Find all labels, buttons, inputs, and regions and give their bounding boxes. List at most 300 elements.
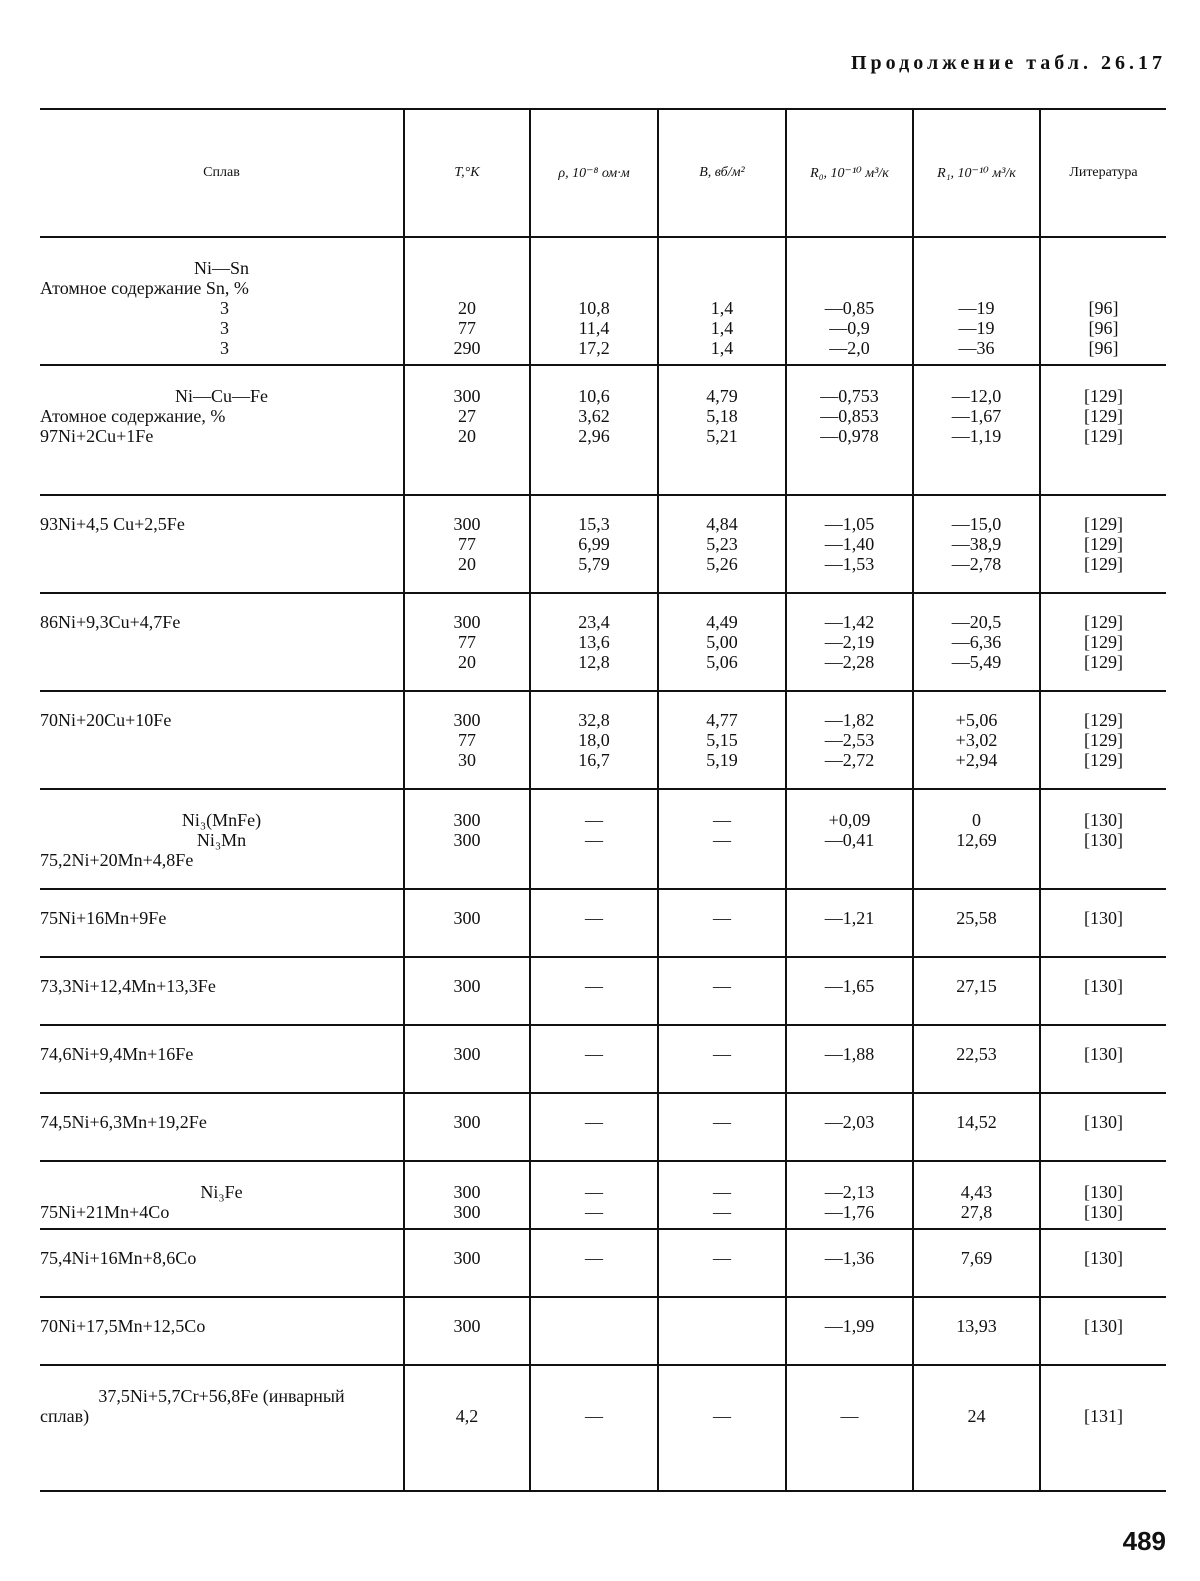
temperature-cell — [405, 366, 531, 494]
r0-cell — [787, 1366, 914, 1490]
header-temperature: T,°K — [405, 110, 531, 236]
r0-cell — [787, 238, 914, 364]
temperature-value: 77 — [458, 318, 476, 338]
alloy-cell — [40, 1026, 405, 1092]
r0-cell — [787, 594, 914, 690]
literature-cell — [1041, 1298, 1166, 1364]
resistivity-value: 10,8 — [578, 298, 610, 318]
alloy-line: Атомное содержание Sn, % — [40, 278, 249, 298]
resistivity-value: — — [585, 830, 603, 850]
temperature-value: 290 — [453, 338, 481, 358]
data-table — [40, 108, 1166, 1492]
r1-value: —5,49 — [951, 652, 1002, 672]
induction-value: — — [713, 1112, 731, 1132]
continuation-label: Продолжение табл. 26.17 — [850, 52, 1166, 74]
alloy-cell — [40, 1298, 405, 1364]
temperature-cell — [405, 1298, 531, 1364]
resistivity-value: — — [585, 810, 603, 830]
literature-value: [130] — [1084, 976, 1123, 996]
alloy-cell — [40, 1230, 405, 1296]
induction-cell — [659, 238, 787, 364]
r0-value: —0,9 — [829, 318, 870, 338]
r1-cell — [914, 1298, 1041, 1364]
literature-value: [130] — [1084, 830, 1123, 850]
r1-cell — [914, 692, 1041, 788]
r0-value: +0,09 — [828, 810, 871, 830]
table-row — [40, 1026, 1166, 1094]
r1-cell — [914, 366, 1041, 494]
induction-value: — — [713, 1044, 731, 1064]
resistivity-value: 13,6 — [578, 632, 610, 652]
resistivity-value: — — [585, 1112, 603, 1132]
r0-value: —2,03 — [824, 1112, 875, 1132]
temperature-value: 300 — [453, 514, 481, 534]
table-row — [40, 496, 1166, 594]
alloy-cell — [40, 1094, 405, 1160]
resistivity-value: 2,96 — [578, 426, 610, 446]
r1-value: 13,93 — [956, 1316, 997, 1336]
alloy-line: 3 — [220, 318, 229, 338]
table-row — [40, 958, 1166, 1026]
alloy-cell — [40, 890, 405, 956]
temperature-value: 20 — [458, 652, 476, 672]
literature-cell — [1041, 790, 1166, 888]
table-row — [40, 692, 1166, 790]
temperature-value: 300 — [453, 1044, 481, 1064]
resistivity-cell — [531, 1026, 659, 1092]
induction-value: 4,79 — [706, 386, 738, 406]
r0-value: —2,0 — [829, 338, 870, 358]
r0-value: —1,21 — [824, 908, 875, 928]
temperature-value: 300 — [453, 1248, 481, 1268]
table-row — [40, 790, 1166, 890]
induction-value: 5,06 — [706, 652, 738, 672]
resistivity-value: — — [585, 1044, 603, 1064]
temperature-value: 300 — [453, 1202, 481, 1222]
literature-cell — [1041, 692, 1166, 788]
alloy-cell — [40, 958, 405, 1024]
r1-cell — [914, 790, 1041, 888]
temperature-cell — [405, 692, 531, 788]
temperature-value: 300 — [453, 1112, 481, 1132]
alloy-cell — [40, 790, 405, 888]
literature-cell — [1041, 1230, 1166, 1296]
alloy-line: 93Ni+4,5 Cu+2,5Fe — [40, 514, 185, 534]
literature-value: [130] — [1084, 1182, 1123, 1202]
literature-value: [129] — [1084, 406, 1123, 426]
resistivity-cell — [531, 496, 659, 592]
r0-value: —0,753 — [820, 386, 879, 406]
r1-cell — [914, 496, 1041, 592]
alloy-line: 74,5Ni+6,3Mn+19,2Fe — [40, 1112, 207, 1132]
alloy-line: 75,2Ni+20Mn+4,8Fe — [40, 850, 194, 870]
spacer — [1041, 258, 1166, 278]
resistivity-value: — — [585, 1182, 603, 1202]
literature-value: [129] — [1084, 730, 1123, 750]
alloy-line: сплав) — [40, 1406, 90, 1426]
r1-value: 22,53 — [956, 1044, 997, 1064]
induction-cell — [659, 366, 787, 494]
r1-value: —12,0 — [951, 386, 1002, 406]
resistivity-value: — — [585, 908, 603, 928]
induction-value: — — [713, 810, 731, 830]
literature-cell — [1041, 1366, 1166, 1490]
r1-value: 7,69 — [960, 1248, 993, 1268]
literature-value: [129] — [1084, 632, 1123, 652]
header-resistivity: ρ, 10⁻⁸ ом·м — [531, 110, 659, 236]
table-row — [40, 366, 1166, 496]
r0-value: —2,28 — [824, 652, 875, 672]
table-row — [40, 238, 1166, 366]
literature-value: [96] — [1088, 298, 1119, 318]
r0-value: —2,53 — [824, 730, 875, 750]
r0-value: —1,88 — [824, 1044, 875, 1064]
literature-value: [130] — [1084, 908, 1123, 928]
r1-cell — [914, 594, 1041, 690]
resistivity-value: 23,4 — [578, 612, 610, 632]
spacer — [659, 1386, 785, 1406]
temperature-value: 300 — [453, 612, 481, 632]
induction-cell — [659, 1162, 787, 1228]
alloy-cell — [40, 366, 405, 494]
r0-value: —1,42 — [824, 612, 875, 632]
temperature-cell — [405, 790, 531, 888]
induction-value: — — [713, 830, 731, 850]
spacer — [914, 278, 1039, 298]
table-row — [40, 1298, 1166, 1366]
resistivity-value: 12,8 — [578, 652, 610, 672]
r1-value: +2,94 — [955, 750, 998, 770]
literature-value: [130] — [1084, 1316, 1123, 1336]
temperature-cell — [405, 1366, 531, 1490]
temperature-value: 77 — [458, 632, 476, 652]
alloy-line: 37,5Ni+5,7Cr+56,8Fe (инварный — [98, 1386, 345, 1406]
r0-cell — [787, 1230, 914, 1296]
table-row — [40, 890, 1166, 958]
literature-cell — [1041, 594, 1166, 690]
induction-value: 4,49 — [706, 612, 738, 632]
induction-value: 5,18 — [706, 406, 738, 426]
temperature-cell — [405, 238, 531, 364]
induction-value: 1,4 — [710, 298, 734, 318]
resistivity-cell — [531, 790, 659, 888]
r1-value: —1,19 — [951, 426, 1002, 446]
r0-value: —1,76 — [824, 1202, 875, 1222]
spacer — [405, 1386, 529, 1406]
r1-cell — [914, 890, 1041, 956]
induction-value: 5,19 — [706, 750, 738, 770]
r1-value: +3,02 — [955, 730, 998, 750]
temperature-cell — [405, 594, 531, 690]
spacer — [405, 258, 529, 278]
resistivity-value: — — [585, 1406, 603, 1426]
temperature-value: 300 — [453, 386, 481, 406]
induction-value: 4,77 — [706, 710, 738, 730]
header-literature: Литература — [1069, 165, 1138, 180]
induction-value: — — [713, 1406, 731, 1426]
literature-value: [129] — [1084, 554, 1123, 574]
r0-value: —1,36 — [824, 1248, 875, 1268]
literature-value: [129] — [1084, 514, 1123, 534]
alloy-cell — [40, 1366, 405, 1490]
alloy-line: 70Ni+20Cu+10Fe — [40, 710, 172, 730]
alloy-cell — [40, 496, 405, 592]
r0-value: —1,82 — [824, 710, 875, 730]
induction-value: — — [713, 1182, 731, 1202]
alloy-line: Ni₃Mn — [196, 830, 247, 850]
spacer — [1041, 1386, 1166, 1406]
induction-value: 4,84 — [706, 514, 738, 534]
temperature-cell — [405, 1162, 531, 1228]
alloy-line: 73,3Ni+12,4Mn+13,3Fe — [40, 976, 216, 996]
r1-value: 27,15 — [956, 976, 997, 996]
induction-value: 5,00 — [706, 632, 738, 652]
r0-value: — — [840, 1406, 859, 1426]
r0-value: —1,65 — [824, 976, 875, 996]
induction-value: 1,4 — [710, 318, 734, 338]
header-alloy: Сплав — [40, 110, 405, 236]
temperature-cell — [405, 1094, 531, 1160]
header-r1: R₁, 10⁻¹⁰ м³/к — [914, 110, 1041, 236]
temperature-value: 300 — [453, 1316, 481, 1336]
r1-cell — [914, 1162, 1041, 1228]
literature-value: [129] — [1084, 710, 1123, 730]
r1-cell — [914, 958, 1041, 1024]
r1-value: 24 — [967, 1406, 986, 1426]
table-body — [40, 238, 1166, 1492]
literature-cell — [1041, 366, 1166, 494]
resistivity-cell — [531, 1366, 659, 1490]
spacer — [405, 278, 529, 298]
spacer — [914, 258, 1039, 278]
spacer — [787, 278, 912, 298]
induction-value: — — [713, 908, 731, 928]
alloy-cell — [40, 238, 405, 364]
r0-value: —2,13 — [824, 1182, 875, 1202]
induction-value: — — [713, 976, 731, 996]
r1-value: 14,52 — [956, 1112, 997, 1132]
page-number: 489 — [1122, 1526, 1166, 1556]
temperature-value: 300 — [453, 908, 481, 928]
literature-value: [129] — [1084, 612, 1123, 632]
r1-cell — [914, 1094, 1041, 1160]
table-row — [40, 1162, 1166, 1230]
r1-cell — [914, 1230, 1041, 1296]
header-r0: R₀, 10⁻¹⁰ м³/к — [787, 110, 914, 236]
alloy-line: 3 — [220, 298, 229, 318]
resistivity-cell — [531, 1094, 659, 1160]
literature-value: [130] — [1084, 1112, 1123, 1132]
r0-value: —1,99 — [824, 1316, 875, 1336]
r1-value: —6,36 — [951, 632, 1002, 652]
r0-cell — [787, 496, 914, 592]
r1-value: —38,9 — [951, 534, 1002, 554]
table-row — [40, 1094, 1166, 1162]
induction-cell — [659, 692, 787, 788]
r1-value: —1,67 — [951, 406, 1002, 426]
alloy-line: 70Ni+17,5Mn+12,5Co — [40, 1316, 206, 1336]
alloy-line: 3 — [220, 338, 229, 358]
alloy-line: 75,4Ni+16Mn+8,6Co — [40, 1248, 197, 1268]
temperature-value: 300 — [453, 976, 481, 996]
r1-cell — [914, 1366, 1041, 1490]
literature-cell — [1041, 1094, 1166, 1160]
spacer — [914, 1386, 1039, 1406]
temperature-cell — [405, 1026, 531, 1092]
spacer — [659, 278, 785, 298]
resistivity-cell — [531, 890, 659, 956]
temperature-value: 30 — [458, 750, 476, 770]
alloy-line: Ni₃Fe — [200, 1182, 243, 1202]
literature-value: [130] — [1084, 810, 1123, 830]
induction-value: — — [713, 1202, 731, 1222]
temperature-value: 300 — [453, 1182, 481, 1202]
resistivity-value: 18,0 — [578, 730, 610, 750]
resistivity-value: 16,7 — [578, 750, 610, 770]
r1-value: 12,69 — [956, 830, 997, 850]
table-row — [40, 1230, 1166, 1298]
resistivity-value: 11,4 — [578, 318, 610, 338]
r0-cell — [787, 790, 914, 888]
induction-cell — [659, 594, 787, 690]
temperature-cell — [405, 890, 531, 956]
r0-value: —0,853 — [820, 406, 879, 426]
r1-cell — [914, 1026, 1041, 1092]
r0-value: —2,72 — [824, 750, 875, 770]
r1-value: —19 — [958, 298, 995, 318]
induction-cell — [659, 1094, 787, 1160]
spacer — [531, 1386, 657, 1406]
literature-value: [130] — [1084, 1202, 1123, 1222]
spacer — [1041, 278, 1166, 298]
induction-cell — [659, 890, 787, 956]
literature-value: [130] — [1084, 1248, 1123, 1268]
r1-value: —15,0 — [951, 514, 1002, 534]
spacer — [531, 278, 657, 298]
temperature-value: 300 — [453, 830, 481, 850]
temperature-value: 20 — [458, 554, 476, 574]
literature-cell — [1041, 1026, 1166, 1092]
alloy-line: 74,6Ni+9,4Mn+16Fe — [40, 1044, 194, 1064]
temperature-value: 4,2 — [455, 1406, 479, 1426]
temperature-value: 20 — [458, 426, 476, 446]
temperature-cell — [405, 958, 531, 1024]
resistivity-value: — — [585, 976, 603, 996]
resistivity-value: 32,8 — [578, 710, 610, 730]
induction-cell — [659, 1230, 787, 1296]
alloy-line: 75Ni+16Mn+9Fe — [40, 908, 167, 928]
alloy-line: Ni—Cu—Fe — [174, 386, 268, 406]
induction-cell — [659, 1026, 787, 1092]
r0-cell — [787, 1026, 914, 1092]
resistivity-value: 3,62 — [578, 406, 610, 426]
r0-value: —0,978 — [820, 426, 879, 446]
r1-value: 4,43 — [960, 1182, 993, 1202]
resistivity-cell — [531, 958, 659, 1024]
alloy-cell — [40, 594, 405, 690]
r0-value: —1,40 — [824, 534, 875, 554]
temperature-value: 300 — [453, 710, 481, 730]
alloy-line: Атомное содержание, % — [40, 406, 226, 426]
literature-value: [129] — [1084, 386, 1123, 406]
literature-value: [96] — [1088, 318, 1119, 338]
resistivity-cell — [531, 1298, 659, 1364]
resistivity-value: 15,3 — [578, 514, 610, 534]
induction-value: 1,4 — [710, 338, 734, 358]
temperature-value: 77 — [458, 534, 476, 554]
r1-value: —36 — [958, 338, 995, 358]
temperature-value: 27 — [458, 406, 476, 426]
r0-cell — [787, 958, 914, 1024]
resistivity-cell — [531, 1162, 659, 1228]
spacer — [659, 258, 785, 278]
induction-value: 5,23 — [706, 534, 738, 554]
alloy-line: 86Ni+9,3Cu+4,7Fe — [40, 612, 181, 632]
r0-value: —2,19 — [824, 632, 875, 652]
alloy-line: Ni₃(MnFe) — [181, 810, 262, 830]
r1-value: +5,06 — [955, 710, 998, 730]
r1-value: 27,8 — [960, 1202, 993, 1222]
temperature-value: 77 — [458, 730, 476, 750]
resistivity-cell — [531, 1230, 659, 1296]
induction-value: — — [713, 1248, 731, 1268]
temperature-cell — [405, 496, 531, 592]
literature-cell — [1041, 890, 1166, 956]
alloy-cell — [40, 692, 405, 788]
resistivity-value: — — [585, 1248, 603, 1268]
alloy-line: Ni—Sn — [193, 258, 249, 278]
temperature-value: 300 — [453, 810, 481, 830]
resistivity-value: 5,79 — [578, 554, 610, 574]
r1-value: 25,58 — [956, 908, 997, 928]
literature-value: [129] — [1084, 652, 1123, 672]
r1-value: 0 — [972, 810, 981, 830]
resistivity-cell — [531, 692, 659, 788]
r0-cell — [787, 1298, 914, 1364]
r1-value: —2,78 — [951, 554, 1002, 574]
r0-value: —0,41 — [824, 830, 875, 850]
r0-cell — [787, 890, 914, 956]
induction-cell — [659, 496, 787, 592]
r0-cell — [787, 1162, 914, 1228]
temperature-cell — [405, 1230, 531, 1296]
table-row — [40, 1366, 1166, 1492]
alloy-cell — [40, 1162, 405, 1228]
resistivity-cell — [531, 366, 659, 494]
r0-cell — [787, 366, 914, 494]
r0-value: —1,53 — [824, 554, 875, 574]
induction-cell — [659, 958, 787, 1024]
r0-cell — [787, 1094, 914, 1160]
spacer — [787, 258, 912, 278]
header-induction: B, вб/м² — [659, 110, 787, 236]
resistivity-value: — — [585, 1202, 603, 1222]
literature-cell — [1041, 238, 1166, 364]
resistivity-cell — [531, 594, 659, 690]
literature-cell — [1041, 958, 1166, 1024]
induction-cell — [659, 1366, 787, 1490]
induction-cell — [659, 1298, 787, 1364]
spacer — [531, 258, 657, 278]
literature-value: [129] — [1084, 750, 1123, 770]
resistivity-cell — [531, 238, 659, 364]
resistivity-value: 17,2 — [578, 338, 610, 358]
r1-value: —19 — [958, 318, 995, 338]
resistivity-value: 6,99 — [578, 534, 610, 554]
r0-cell — [787, 692, 914, 788]
r1-value: —20,5 — [951, 612, 1002, 632]
spacer — [787, 1386, 912, 1406]
